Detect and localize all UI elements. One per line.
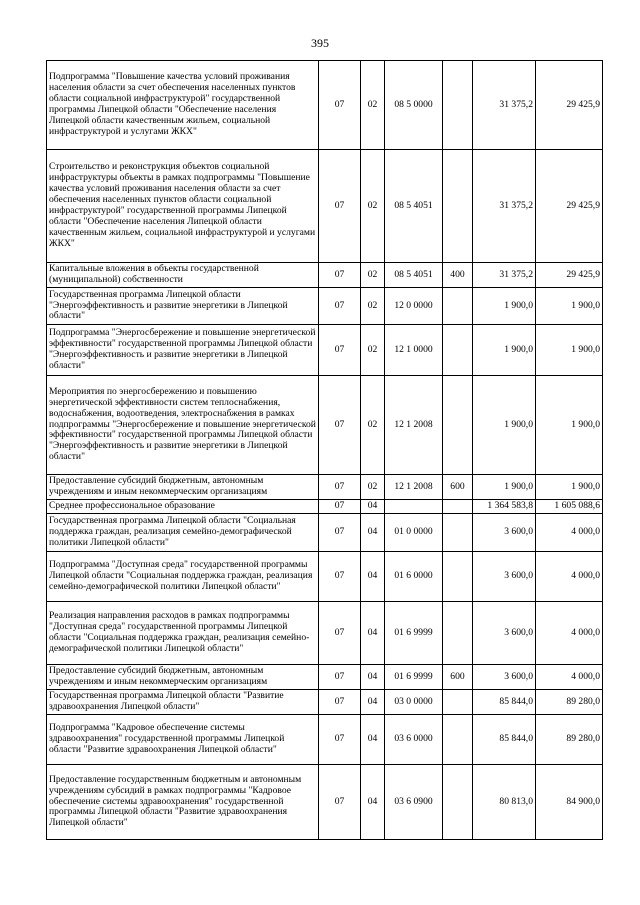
row-expense-type: 400 [443, 263, 473, 288]
row-amount-1: 3 600,0 [473, 665, 536, 690]
row-expense-type [443, 61, 473, 150]
row-subsection: 04 [361, 500, 385, 514]
row-amount-2: 89 280,0 [536, 690, 603, 715]
row-amount-1: 1 900,0 [473, 288, 536, 325]
table-row [47, 376, 603, 475]
row-section: 07 [319, 715, 361, 765]
row-amount-2: 4 000,0 [536, 552, 603, 602]
table-row [47, 325, 603, 376]
row-target-code: 08 5 0000 [385, 61, 443, 150]
row-amount-1: 85 844,0 [473, 715, 536, 765]
row-name: Подпрограмма "Кадровое обеспечение системы здравоохранения" государственной программы Липецкой области "Развитие здравоохранения Липецкой области" [47, 715, 319, 765]
row-subsection: 02 [361, 376, 385, 475]
row-amount-2: 84 900,0 [536, 765, 603, 840]
row-name: Государственная программа Липецкой области "Развитие здравоохранения Липецкой области" [47, 690, 319, 715]
row-amount-2: 4 000,0 [536, 514, 603, 552]
row-subsection: 02 [361, 61, 385, 150]
row-name: Подпрограмма "Энергосбережение и повышение энергетической эффективности" государственной программы Липецкой области "Энергоэффективность и развитие энергетики в Липецкой области" [47, 325, 319, 376]
row-expense-type [443, 602, 473, 665]
row-subsection: 04 [361, 765, 385, 840]
row-target-code: 08 5 4051 [385, 263, 443, 288]
row-subsection: 02 [361, 150, 385, 263]
row-amount-1: 80 813,0 [473, 765, 536, 840]
row-section: 07 [319, 690, 361, 715]
row-amount-2: 29 425,9 [536, 263, 603, 288]
table-row [47, 602, 603, 665]
row-amount-2: 4 000,0 [536, 665, 603, 690]
row-name: Мероприятия по энергосбережению и повышению энергетической эффективности систем теплоснабжения, водоснабжения, водоотведения, электроснабжения в рамках подпрограммы "Энергосбережение и повышение энергетической эффективности" государственной программы Липецкой области "Энергоэффективность и развитие энергетики в Липецкой области" [47, 376, 319, 475]
row-amount-2: 1 900,0 [536, 475, 603, 500]
row-target-code: 03 0 0000 [385, 690, 443, 715]
row-name: Реализация направления расходов в рамках подпрограммы "Доступная среда" государственной программы Липецкой области "Социальная поддержка граждан, реализация семейно-демографической политики Липецкой области" [47, 602, 319, 665]
row-expense-type [443, 715, 473, 765]
row-amount-1: 31 375,2 [473, 150, 536, 263]
row-section: 07 [319, 665, 361, 690]
table-row [47, 475, 603, 500]
row-name: Подпрограмма "Доступная среда" государственной программы Липецкой области "Социальная поддержка граждан, реализация семейно-демографической политики Липецкой области" [47, 552, 319, 602]
row-amount-1: 3 600,0 [473, 602, 536, 665]
row-name: Предоставление субсидий бюджетным, автономным учреждениям и иным некоммерческим организациям [47, 475, 319, 500]
row-name: Предоставление субсидий бюджетным, автономным учреждениям и иным некоммерческим организациям [47, 665, 319, 690]
row-expense-type [443, 376, 473, 475]
row-name: Строительство и реконструкция объектов социальной инфраструктуры объекты в рамках подпрограммы "Повышение качества условий проживания населения области за счет обеспечения населенных пунктов области социальной инфраструктурой" государственной программы Липецкой области "Обеспечение населения Липецкой области качественным жильем, социальной инфраструктурой и услугами ЖКХ" [47, 150, 319, 263]
row-target-code: 01 6 0000 [385, 552, 443, 602]
row-section: 07 [319, 500, 361, 514]
row-expense-type [443, 552, 473, 602]
row-subsection: 04 [361, 665, 385, 690]
row-name: Государственная программа Липецкой области "Энергоэффективность и развитие энергетики в Липецкой области" [47, 288, 319, 325]
page-number: 395 [311, 36, 329, 50]
row-section: 07 [319, 552, 361, 602]
row-target-code: 08 5 4051 [385, 150, 443, 263]
row-amount-2: 4 000,0 [536, 602, 603, 665]
table-row [47, 263, 603, 288]
row-target-code: 01 0 0000 [385, 514, 443, 552]
row-amount-2: 89 280,0 [536, 715, 603, 765]
row-amount-2: 29 425,9 [536, 150, 603, 263]
row-amount-2: 1 900,0 [536, 288, 603, 325]
row-name: Среднее профессиональное образование [47, 500, 319, 514]
row-section: 07 [319, 263, 361, 288]
row-target-code: 01 6 9999 [385, 602, 443, 665]
row-subsection: 04 [361, 715, 385, 765]
row-amount-2: 1 900,0 [536, 325, 603, 376]
row-target-code: 03 6 0000 [385, 715, 443, 765]
table-row [47, 552, 603, 602]
table-row [47, 288, 603, 325]
row-amount-1: 31 375,2 [473, 61, 536, 150]
row-expense-type [443, 288, 473, 325]
row-target-code: 12 0 0000 [385, 288, 443, 325]
row-amount-1: 31 375,2 [473, 263, 536, 288]
row-name: Государственная программа Липецкой области "Социальная поддержка граждан, реализация семейно-демографической политики Липецкой области" [47, 514, 319, 552]
row-section: 07 [319, 325, 361, 376]
row-target-code: 01 6 9999 [385, 665, 443, 690]
row-amount-1: 1 900,0 [473, 325, 536, 376]
row-expense-type [443, 325, 473, 376]
row-amount-2: 1 605 088,6 [536, 500, 603, 514]
row-subsection: 02 [361, 263, 385, 288]
row-target-code: 12 1 2008 [385, 376, 443, 475]
row-section: 07 [319, 514, 361, 552]
row-target-code: 03 6 0900 [385, 765, 443, 840]
row-name: Подпрограмма "Повышение качества условий проживания населения области за счет обеспечения населенных пунктов области социальной инфраструктурой" государственной программы Липецкой области "Обеспечение населения Липецкой области качественным жильем, социальной инфраструктурой и услугами ЖКХ" [47, 61, 319, 150]
table-row [47, 514, 603, 552]
row-section: 07 [319, 376, 361, 475]
row-expense-type [443, 150, 473, 263]
row-amount-1: 3 600,0 [473, 514, 536, 552]
row-subsection: 04 [361, 602, 385, 665]
budget-table [46, 60, 603, 840]
row-expense-type: 600 [443, 475, 473, 500]
row-expense-type [443, 514, 473, 552]
row-expense-type [443, 690, 473, 715]
row-section: 07 [319, 602, 361, 665]
row-amount-1: 3 600,0 [473, 552, 536, 602]
row-name: Предоставление государственным бюджетным и автономным учреждениям субсидий в рамках подпрограммы "Кадровое обеспечение системы здравоохранения" государственной программы Липецкой области "Развитие здравоохранения Липецкой области" [47, 765, 319, 840]
row-subsection: 02 [361, 325, 385, 376]
row-subsection: 02 [361, 288, 385, 325]
table-row [47, 690, 603, 715]
row-amount-2: 29 425,9 [536, 61, 603, 150]
table-row [47, 715, 603, 765]
row-subsection: 04 [361, 514, 385, 552]
row-subsection: 04 [361, 690, 385, 715]
row-amount-1: 85 844,0 [473, 690, 536, 715]
table-row [47, 765, 603, 840]
row-expense-type [443, 765, 473, 840]
row-expense-type: 600 [443, 665, 473, 690]
row-amount-1: 1 900,0 [473, 376, 536, 475]
row-target-code: 12 1 0000 [385, 325, 443, 376]
row-section: 07 [319, 61, 361, 150]
table-row [47, 61, 603, 150]
row-section: 07 [319, 288, 361, 325]
row-section: 07 [319, 150, 361, 263]
row-amount-1: 1 900,0 [473, 475, 536, 500]
row-subsection: 02 [361, 475, 385, 500]
row-amount-1: 1 364 583,8 [473, 500, 536, 514]
table-row [47, 665, 603, 690]
table-row [47, 500, 603, 514]
row-subsection: 04 [361, 552, 385, 602]
row-expense-type [443, 500, 473, 514]
row-target-code [385, 500, 443, 514]
row-target-code: 12 1 2008 [385, 475, 443, 500]
table-row [47, 150, 603, 263]
row-name: Капитальные вложения в объекты государственной (муниципальной) собственности [47, 263, 319, 288]
row-amount-2: 1 900,0 [536, 376, 603, 475]
row-section: 07 [319, 765, 361, 840]
row-section: 07 [319, 475, 361, 500]
